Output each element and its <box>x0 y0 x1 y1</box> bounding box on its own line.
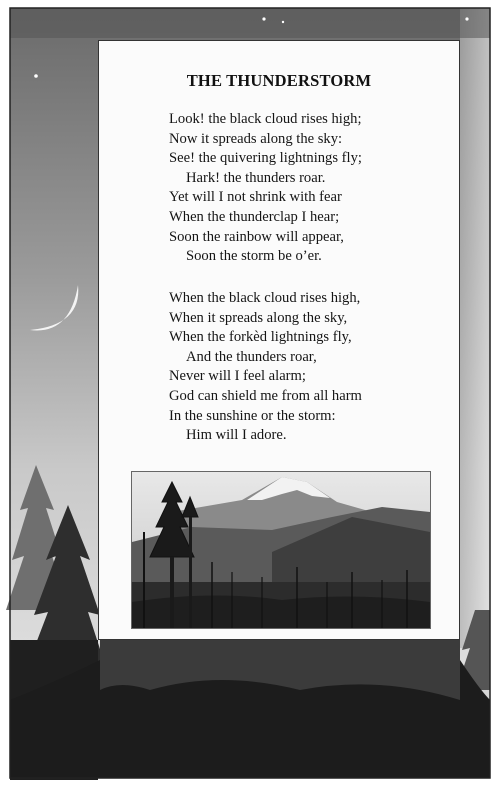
poem-line: Yet will I not shrink with fear <box>169 189 342 206</box>
poem-line: Him will I adore. <box>186 427 287 444</box>
poem-line: When it spreads along the sky, <box>169 309 348 326</box>
poem-line: When the black cloud rises high, <box>169 290 361 306</box>
poem-panel <box>98 40 460 640</box>
mountain-forest-photo <box>131 471 431 629</box>
star-icon <box>282 21 284 23</box>
star-icon <box>34 74 38 78</box>
poem-title: THE THUNDERSTORM <box>186 71 372 90</box>
poem-stanza-2 <box>169 289 449 446</box>
poem-line: Soon the storm be o’er. <box>186 248 322 265</box>
poem-line: In the sunshine or the storm: <box>169 407 336 424</box>
poem-line: And the thunders roar, <box>186 348 317 365</box>
poem-line: When the thunderclap I hear; <box>169 208 340 225</box>
poem-stanza-1 <box>169 110 449 267</box>
star-icon <box>262 17 265 20</box>
poem-line: Now it spreads along the sky: <box>169 130 343 147</box>
star-icon <box>465 17 468 20</box>
poem-line: God can shield me from all harm <box>169 387 362 404</box>
poem-line: Hark! the thunders roar. <box>186 169 326 186</box>
poem-line: When the forkèd lightnings fly, <box>169 329 352 346</box>
poem-line: Soon the rainbow will appear, <box>169 228 344 245</box>
poem-line: See! the quivering lightnings fly; <box>169 150 362 167</box>
poem-line: Never will I feel alarm; <box>169 368 306 385</box>
poem-line: Look! the black cloud rises high; <box>169 111 362 127</box>
